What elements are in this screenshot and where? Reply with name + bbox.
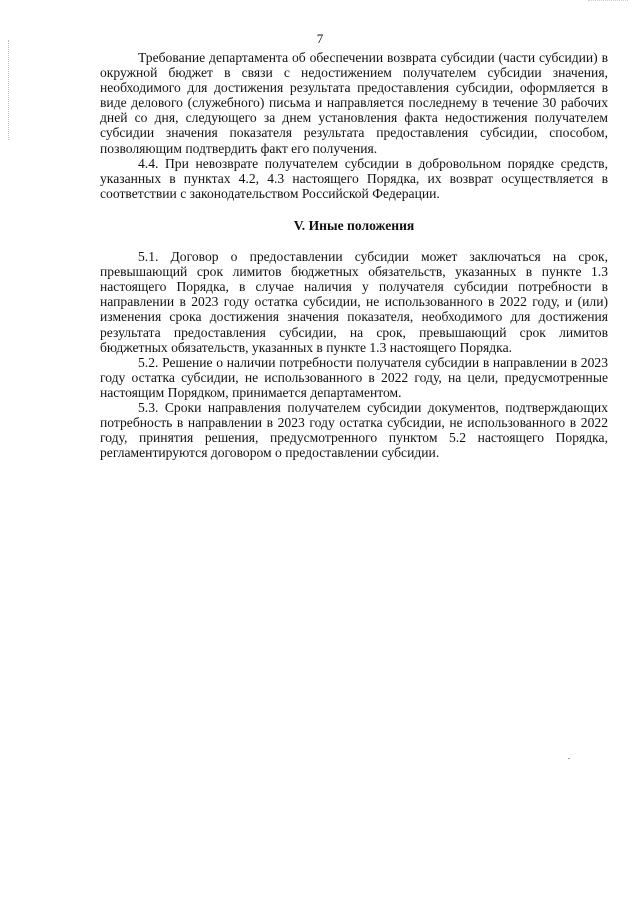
page-number: 7: [316, 31, 324, 46]
paragraph-5-3: 5.3. Сроки направления получателем субсидии документов, подтверждающих потребность в направлении в 2023 году остатка субсидии, не использованного в 2022 году, принятия решения, предусмотренного пунктом 5.2 настоящего Порядка, регламентируются договором о предоставлении субсидии.: [100, 399, 608, 461]
paragraph-4-4: 4.4. При невозврате получателем субсидии в добровольном порядке средств, указанных в пунктах 4.2, 4.3 настоящего Порядка, их возврат осуществляется в соответствии с законодательством Российской Федерации.: [100, 155, 608, 201]
paragraph-5-1: 5.1. Договор о предоставлении субсидии может заключаться на срок, превышающий срок лимитов бюджетных обязательств, указанных в пункте 1.3 настоящего Порядка, в случае наличия у получателя субсидии потребности в направлении в 2023 году остатка субсидии, не использованного в 2022 году, и (или) изменения срока достижения значения показателя, необходимого для достижения результата предоставления субсидии, на срок, превышающий срок лимитов бюджетных обязательств, указанных в пункте 1.3 настоящего Порядка.: [100, 249, 608, 355]
section-heading: V. Иные положения: [293, 217, 415, 233]
paragraph-5-2: 5.2. Решение о наличии потребности получателя субсидии в направлении в 2023 году остатка субсидии, не использованного в 2022 году, на цели, предусмотренные настоящим Порядком, принимается департаментом.: [100, 354, 608, 400]
scan-corner-mark: [588, 0, 628, 2]
paragraph-4-3-continued: Требование департамента об обеспечении возврата субсидии (части субсидии) в окружной бюджет в связи с недостижением получателем субсидии значения, необходимого для достижения результата предоставления субсидии, оформляется в виде делового (служебного) письма и направляется последнему в течение 30 рабочих дней со дня, следующего за днем установления факта недостижения получателем субсидии значения показателя результата предоставления субсидии, способом, позволяющим подтвердить факт его получения.: [100, 50, 608, 156]
scan-speck: [568, 758, 570, 759]
document-body: [100, 50, 608, 460]
scan-margin-mark: [8, 40, 11, 140]
